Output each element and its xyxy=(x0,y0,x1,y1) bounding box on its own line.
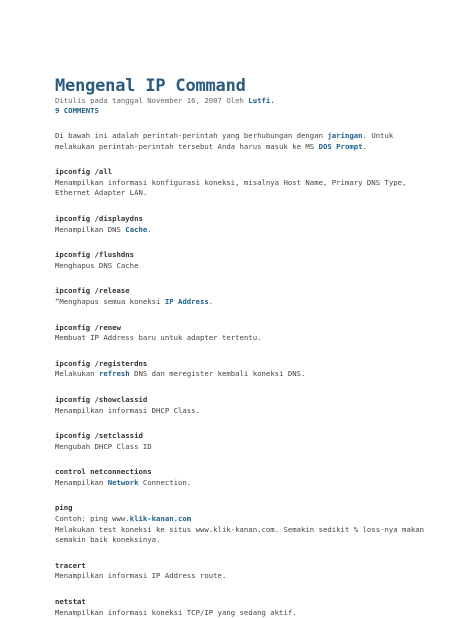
command-description xyxy=(55,369,425,380)
intro-paragraph xyxy=(55,131,425,152)
command-description xyxy=(55,478,425,489)
text-run: Menampilkan DNS xyxy=(55,224,126,234)
command-block xyxy=(55,250,425,271)
command-description xyxy=(55,571,425,582)
command-description xyxy=(55,225,425,236)
post-date: Ditulis pada tanggal November 16, 2007 Oleh xyxy=(55,96,249,105)
command-name: ipconfig /registerdns xyxy=(55,358,148,368)
command-name: ipconfig /release xyxy=(55,286,130,296)
keyword-link[interactable]: klik-kanan.com xyxy=(129,514,192,524)
text-run: Melakukan test koneksi ke situs www.klik-kanan.com. Semakin sedikit % loss-nya makan semakin baik koneksinya. xyxy=(55,524,425,545)
command-block xyxy=(55,323,425,344)
text-run: Menampilkan informasi konfigurasi koneksi, misalnya Host Name, Primary DNS Type, Ethernet Adapter LAN. xyxy=(55,177,407,198)
text-run: Menampilkan informasi DHCP Class. xyxy=(55,405,200,415)
text-run: . xyxy=(362,141,367,151)
text-run: Menampilkan xyxy=(55,477,108,487)
command-description xyxy=(55,297,425,308)
command-name: tracert xyxy=(55,560,86,570)
command-description xyxy=(55,333,425,344)
text-run: “Menghapus semua koneksi xyxy=(55,296,165,306)
command-block xyxy=(55,359,425,380)
page-title: Mengenal IP Command xyxy=(55,76,246,96)
command-description xyxy=(55,406,425,417)
keyword-link[interactable]: DOS Prompt xyxy=(318,141,363,151)
post-meta xyxy=(55,96,425,106)
text-run: . xyxy=(208,296,214,306)
text-run: Menampilkan informasi IP Address route. xyxy=(55,571,227,581)
command-description xyxy=(55,442,425,453)
command-name: ipconfig /setclassid xyxy=(55,431,143,441)
command-name: control netconnections xyxy=(55,467,152,477)
comments-link[interactable]: 9 COMMENTS xyxy=(55,106,99,115)
text-run: Connection. xyxy=(138,477,192,487)
command-block xyxy=(55,286,425,307)
command-name: ping xyxy=(55,503,73,513)
command-name: ipconfig /renew xyxy=(55,322,121,332)
text-run: Melakukan xyxy=(55,369,99,379)
command-block xyxy=(55,503,425,545)
command-block xyxy=(55,214,425,235)
command-description xyxy=(55,525,425,546)
command-block xyxy=(55,395,425,416)
command-block xyxy=(55,431,425,452)
text-run: . xyxy=(147,224,152,234)
text-run: . Untuk melakukan perintah-perintah tersebut Anda harus masuk ke MS xyxy=(55,131,394,151)
keyword-link[interactable]: Cache xyxy=(125,224,148,234)
command-name: ipconfig /showclassid xyxy=(55,394,148,404)
command-name: ipconfig /all xyxy=(55,167,113,177)
command-description xyxy=(55,261,425,272)
text-run: Di bawah ini adalah perintah-perintah yang berhubungan dengan xyxy=(55,131,328,140)
command-description xyxy=(55,178,425,199)
article xyxy=(55,76,425,618)
text-run: Menampilkan informasi koneksi TCP/IP yang sedang aktif. xyxy=(55,607,297,617)
command-block xyxy=(55,167,425,199)
command-name: ipconfig /displaydns xyxy=(55,213,143,223)
text-run: Menghapus DNS Cache xyxy=(55,260,139,270)
command-name: ipconfig /flushdns xyxy=(55,250,135,260)
author-link[interactable]: Lutfi. xyxy=(248,96,275,105)
command-block xyxy=(55,561,425,582)
command-list xyxy=(55,167,425,618)
text-run: Mengubah DHCP Class ID xyxy=(55,441,152,451)
keyword-link[interactable]: jaringan xyxy=(327,131,363,140)
text-run: Contoh: ping www. xyxy=(55,514,130,524)
text-run: Membuat IP Address baru untuk adapter tertentu. xyxy=(55,333,262,343)
command-name: netstat xyxy=(55,597,86,607)
keyword-link[interactable]: IP Address xyxy=(164,296,209,306)
command-description xyxy=(55,514,425,525)
text-run: DNS dan meregister kembali koneksi DNS. xyxy=(129,369,306,379)
command-block xyxy=(55,597,425,618)
command-block xyxy=(55,467,425,488)
keyword-link[interactable]: refresh xyxy=(98,369,130,379)
keyword-link[interactable]: Network xyxy=(107,477,139,487)
